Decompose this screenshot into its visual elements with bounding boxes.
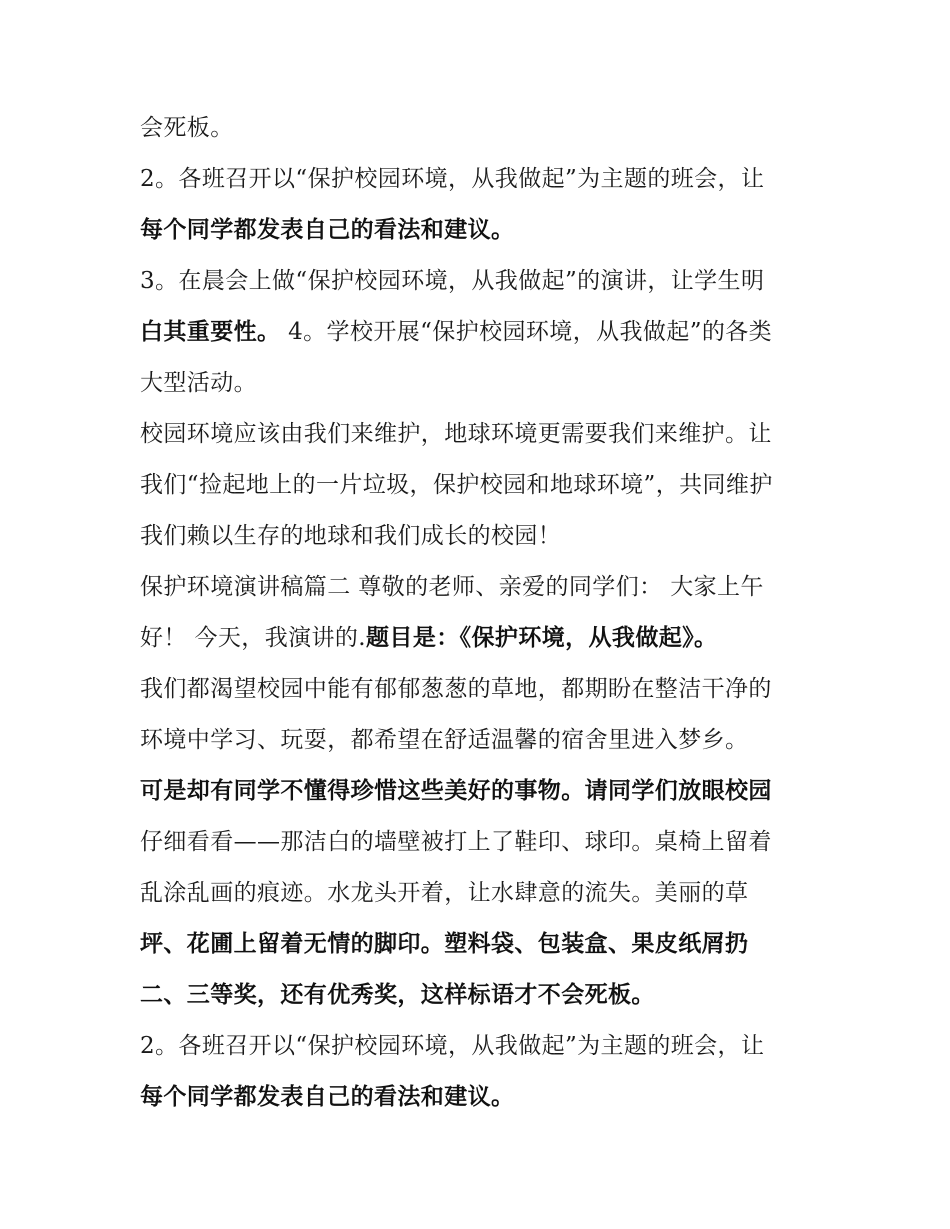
text-line	[140, 363, 820, 414]
text-segment: 保护环境演讲稿篇二 尊敬的老师、亲爱的同学们： 大家上午	[140, 574, 764, 600]
text-segment: 坪、花圃上留着无情的脚印。塑料袋、包装盒、果皮纸屑扔	[140, 931, 749, 957]
text-line	[140, 669, 820, 720]
text-line	[140, 771, 820, 822]
text-line	[140, 210, 820, 261]
text-segment: 题目是：《保护环境，从我做起》。	[366, 625, 718, 651]
text-segment: 2。各班召开以“保护校园环境，从我做起”为主题的班会，让	[140, 1033, 765, 1059]
text-line	[140, 312, 820, 363]
text-segment: 会死板。	[140, 115, 234, 141]
text-segment: 3。在晨会上做“保护校园环境，从我做起”的演讲，让学生明	[140, 268, 765, 294]
text-segment: 我们都渴望校园中能有郁郁葱葱的草地，都期盼在整洁干净的	[140, 676, 772, 702]
text-line	[140, 975, 820, 1026]
text-segment: 好！ 今天，我演讲的.	[140, 625, 367, 651]
text-line	[140, 822, 820, 873]
text-segment: 每个同学都发表自己的看法和建议。	[140, 1084, 515, 1110]
text-segment: 4。学校开展“保护校园环境，从我做起”的各类	[280, 319, 773, 345]
text-line	[140, 465, 820, 516]
text-line	[140, 924, 820, 975]
text-line	[140, 414, 820, 465]
text-line	[140, 873, 820, 924]
document-body	[140, 108, 820, 1128]
text-segment: 校园环境应该由我们来维护，地球环境更需要我们来维护。让	[140, 421, 772, 447]
text-segment: 我们赖以生存的地球和我们成长的校园！	[140, 523, 562, 549]
text-line	[140, 567, 820, 618]
text-segment: 二、三等奖，还有优秀奖，这样标语才不会死板。	[140, 982, 655, 1008]
text-segment: 我们“捡起地上的一片垃圾，保护校园和地球环境”，共同维护	[140, 472, 773, 498]
text-segment: 仔细看看——那洁白的墙壁被打上了鞋印、球印。桌椅上留着	[140, 829, 772, 855]
text-line	[140, 618, 820, 669]
text-line	[140, 1026, 820, 1077]
text-segment: 2。各班召开以“保护校园环境，从我做起”为主题的班会，让	[140, 166, 765, 192]
text-line	[140, 159, 820, 210]
text-segment: 每个同学都发表自己的看法和建议。	[140, 217, 515, 243]
text-segment: 环境中学习、玩耍，都希望在舒适温馨的宿舍里进入梦乡。	[140, 727, 749, 753]
text-line	[140, 261, 820, 312]
text-segment: 可是却有同学不懂得珍惜这些美好的事物。请同学们放眼校园	[140, 778, 772, 804]
text-segment: 大型活动。	[140, 370, 257, 396]
text-line	[140, 108, 820, 159]
text-line	[140, 516, 820, 567]
text-line	[140, 720, 820, 771]
text-segment: 乱涂乱画的痕迹。水龙头开着，让水肆意的流失。美丽的草	[140, 880, 749, 906]
text-segment: 白其重要性。	[140, 319, 281, 345]
text-line	[140, 1077, 820, 1128]
